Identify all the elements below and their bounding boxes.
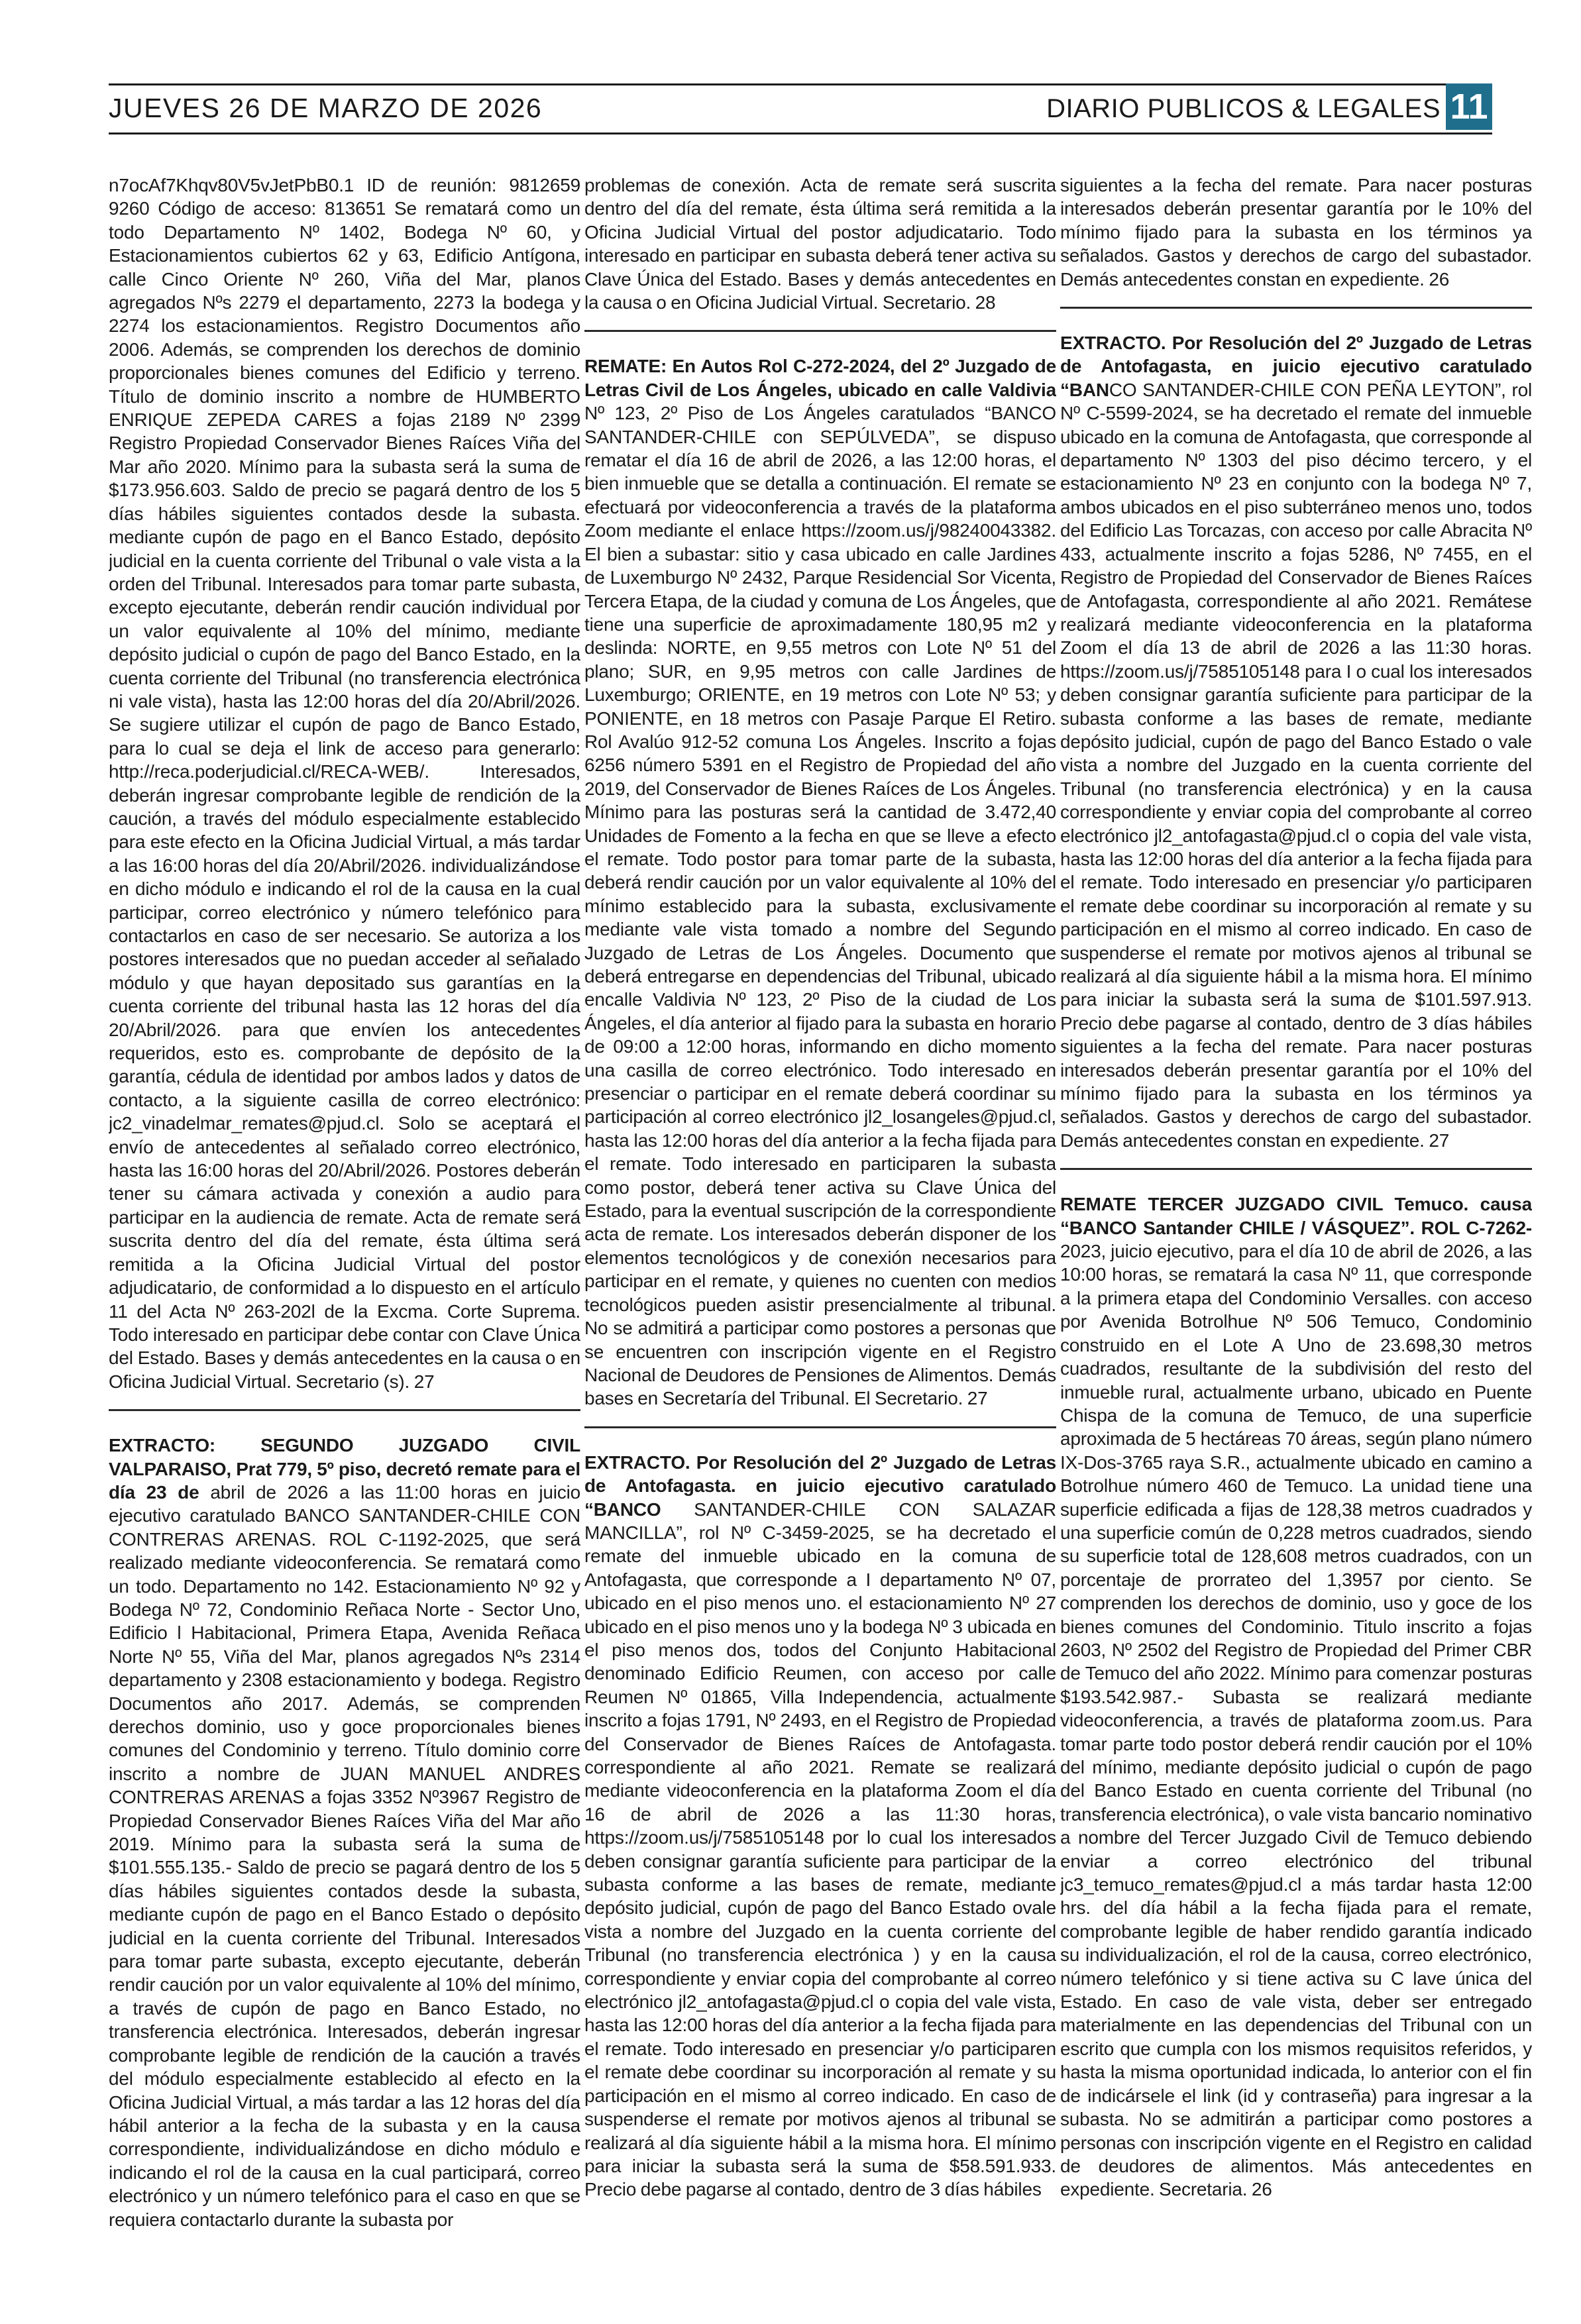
notice-body: CO SANTANDER-CHILE CON PEÑA LEYTON”, rol Nº C-5599-2024, se ha decretado el remate del inmueble ubicado en la comuna de Antofagasta, que corresponde al departamento Nº 1303 del piso décimo tercero, y el estacionamiento Nº 23 en conjunto con la bodega Nº 7, ambos ubicados en el piso subterráneo menos uno, todos del Edificio Las Torcazas, con acceso por calle Abracita Nº 433, actualmente inscrito a fojas 5286, Nº 7455, en el Registro de Propiedad del Conservador de Bienes Raíces de Antofagasta, correspondiente al año 2021. Remátese realizará mediante videoconferencia en la plataforma Zoom el día 13 de abril de 2026 a las 11:30 horas. https://zoom.us/j/7585105148 para I o cual los interesados deben consignar garantía suficiente para participar de la subasta conforme a las bases de remate, mediante depósito judicial, cupón de pago del Banco Estado o vale vista a nombre del Juzgado en la cuenta corriente del Tribunal (no transferencia electrónica) y en la causa correspondiente y enviar copia del comprobante al correo electrónico jl2_antofagasta@pjud.cl o copia del vale vista, hasta las 12:00 horas del día anterior a la fecha fijada para el remate. Todo interesado en presenciar y/o participaren el remate debe coordinar su incorporación al remate y su participación en el mismo al correo indicado. En caso de suspenderse el remate por motivos ajenos al tribunal se realizará al día siguiente hábil a la misma hora. El mínimo para iniciar la subasta será la suma de $101.597.913. Precio debe pagarse al contado, dentro de 3 días hábiles siguientes a la fecha del remate. Para nacer posturas interesados deberán presentar garantía por el 10% del mínimo fijado para la subasta en los términos ya señalados. Gastos y derechos de cargo del subastador. Demás antecedentes constan en expediente. 27 (1060, 379, 1532, 1151)
column-3 (1060, 174, 1532, 2294)
notice-antofagasta-salazar (584, 1451, 1056, 2201)
notice-divider (584, 1426, 1056, 1428)
notice-title: REMATE: En Autos Rol C-272-2024, del 2º Juzgado de Letras Civil de Los Ángeles, ubicado en calle Valdivia (584, 356, 1056, 400)
notice-divider (1060, 307, 1532, 309)
notice-title: EXTRACTO. Por Resolución del 2º Juzgado de Letras de Antofagasta. en juicio ejecutivo caratulado “BANCO (584, 1452, 1056, 1520)
notice-antofagasta-pena (1060, 331, 1532, 1152)
notice-title: REMATE TERCER JUZGADO CIVIL Temuco. causa “BANCO Santander CHILE / VÁSQUEZ”. ROL C-7262- (1060, 1194, 1532, 1238)
notice-divider (1060, 1168, 1532, 1170)
notice-body: siguientes a la fecha del remate. Para nacer posturas interesados deberán presentar garantía por le 10% del mínimo fijado para la subasta en los términos ya señalados. Gastos y derechos de cargo del subastador. Demás antecedentes constan en expediente. 26 (1060, 175, 1532, 290)
header-bottom-rule (109, 132, 1492, 134)
notice-body: SANTANDER-CHILE CON SALAZAR MANCILLA”, rol Nº C-3459-2025, se ha decretado el remate del inmueble ubicado en la comuna de Antofagasta, que corresponde a I departamento Nº 07, ubicado en el piso menos uno. el estacionamiento Nº 27 ubicado en el piso menos uno y la bodega Nº 3 ubicada en el piso menos dos, todos del Conjunto Habitacional denominado Edificio Reumen, con acceso por calle Reumen Nº 01865, Villa Independencia, actualmente inscrito a fojas 1791, Nº 2493, en el Registro de Propiedad del Conservador de Bienes Raíces de Antofagasta. correspondiente al año 2021. Remate se realizará mediante videoconferencia en la plataforma Zoom el día 16 de abril de 2026 a las 11:30 horas, https://zoom.us/j/7585105148 por lo cual los interesados deben consignar garantía suficiente para participar de la subasta conforme a las bases de remate, mediante depósito judicial, cupón de pago del Banco Estado ovale vista a nombre del Juzgado en la cuenta corriente del Tribunal (no transferencia electrónica ) y en la causa correspondiente y enviar copia del comprobante al correo electrónico jl2_antofagasta@pjud.cl o copia del vale vista, hasta las 12:00 horas del día anterior a la fecha fijada para el remate. Todo interesado en presenciar y/o participaren el remate debe coordinar su incorporación al remate y su participación en el mismo al correo indicado. En caso de suspenderse el remate por motivos ajenos al tribunal se realizará al día siguiente hábil a la misma hora. El mínimo para iniciar la subasta será la suma de $58.591.933. Precio debe pagarse al contado, dentro de 3 días hábiles (584, 1499, 1056, 2200)
notice-valparaiso (109, 1434, 580, 2231)
notice-divider (109, 1409, 580, 1411)
notice-continued-valparaiso (584, 174, 1056, 314)
notice-temuco (1060, 1192, 1532, 2201)
page-number-badge: 11 (1446, 83, 1492, 130)
notice-body: problemas de conexión. Acta de remate será suscrita dentro del día del remate, ésta última será remitida a la Oficina Judicial Virtual del postor adjudicatario. Todo interesado en participar en subasta deberá tener activa su Clave Única del Estado. Bases y demás antecedentes en la causa o en Oficina Judicial Virtual. Secretario. 28 (584, 175, 1056, 313)
column-2 (584, 174, 1056, 2294)
notice-title: EXTRACTO. Por Resolución del 2º Juzgado de Letras de Antofagasta, en juicio ejecutivo caratulado “BAN (1060, 333, 1532, 400)
notice-body: abril de 2026 a las 11:00 horas en juicio ejecutivo caratulado BANCO SANTANDER-CHILE CON CONTRERAS ARENAS. ROL C-1192-2025, que será realizado mediante videoconferencia. Se rematará como un todo. Departamento no 142. Estacionamiento Nº 92 y Bodega Nº 72, Condominio Reñaca Norte - Sector Uno, Edificio l Habitacional, Primera Etapa, Avenida Reñaca Norte Nº 55, Viña del Mar, planos agregados Nºs 2314 departamento y 2308 estacionamiento y bodega. Registro Documentos año 2017. Además, se comprenden derechos dominio, uso y goce proporcionales bienes comunes del Condominio y terreno. Título dominio corre inscrito a nombre de JUAN MANUEL ANDRES CONTRERAS ARENAS a fojas 3352 Nº3967 Registro de Propiedad Conservador Bienes Raíces Viña del Mar año 2019. Mínimo para la subasta será la suma de $101.555.135.- Saldo de precio se pagará dentro de los 5 días hábiles siguientes contados desde la subasta, mediante cupón de pago en el Banco Estado o depósito judicial en la cuenta corriente del Tribunal. Interesados para tomar parte subasta, excepto ejecutante, deberán rendir caución por un valor equivalente al 10% del mínimo, a través de cupón de pago en Banco Estado, no transferencia electrónica. Interesados, deberán ingresar comprobante legible de rendición de la caución a través del módulo especialmente establecido al efecto en la Oficina Judicial Virtual, a más tardar a las 12 horas del día hábil anterior a la fecha de la subasta y en la causa correspondiente, individualizándose en dicho módulo e indicando el rol de la causa en la cual participará, correo electrónico y un número telefónico para el caso en que se requiera contactarlo durante la subasta por (109, 1481, 580, 2230)
notice-divider (584, 330, 1056, 332)
page-header (109, 83, 1492, 135)
notice-body: n7ocAf7Khqv80V5vJetPbB0.1 ID de reunión: 9812659 9260 Código de acceso: 813651 Se rematará como un todo Departamento Nº 1402, Bodega Nº 60, y Estacionamientos cubiertos 62 y 63, Edificio Antígona, calle Cinco Oriente Nº 260, Viña del Mar, planos agregados Nºs 2279 el departamento, 2273 la bodega y 2274 los estacionamientos. Registro Documentos año 2006. Además, se comprenden los derechos de dominio proporcionales bienes comunes del Edificio y terreno. Título de dominio inscrito a nombre de HUMBERTO ENRIQUE ZEPEDA CARES a fojas 2189 Nº 2399 Registro Propiedad Conservador Bienes Raíces Viña del Mar año 2020. Mínimo para la subasta será la suma de $173.956.603. Saldo de precio se pagará dentro de los 5 días hábiles siguientes contados desde la subasta. mediante cupón de pago en el Banco Estado, depósito judicial en la cuenta corriente del Tribunal o vale vista a la orden del Tribunal. Interesados para tomar parte subasta, excepto ejecutante, deberán rendir caución individual por un valor equivalente al 10% del mínimo, mediante depósito judicial o cupón de pago del Banco Estado, en la cuenta corriente del Tribunal (no transferencia electrónica ni vale vista), hasta las 12:00 horas del día 20/Abril/2026. Se sugiere utilizar el cupón de pago de Banco Estado, para lo cual se deja el link de acceso para generarlo: http://reca.poderjudicial.cl/RECA-WEB/. Interesados, deberán ingresar comprobante legible de rendición de la caución, a través del módulo especialmente establecido para este efecto en la Oficina Judicial Virtual, a más tardar a las 16:00 horas del día 20/Abril/2026. individualizándose en dicho módulo e indicando el rol de la causa en la cual participar, correo electrónico y número telefónico para contactarlos en caso de ser necesario. Se autoriza a los postores interesados que no puedan acceder al señalado módulo y que hayan depositado sus garantías en la cuenta corriente del tribunal hasta las 12 horas del día 20/Abril/2026. para que envíen los antecedentes requeridos, esto es. comprobante de depósito de la garantía, cédula de identidad por ambos lados y datos de contacto, a la siguiente casilla de correo electrónico: jc2_vinadelmar_remates@pjud.cl. Solo se aceptará el envío de antecedentes al señalado correo electrónico, hasta las 16:00 horas del 20/Abril/2026. Postores deberán tener su cámara activada y conexión a audio para participar en la audiencia de remate. Acta de remate será suscrita dentro del día del remate, ésta última será remitida a la Oficina Judicial Virtual del postor adjudicatario, de conformidad a lo dispuesto en el artículo 11 del Acta Nº 263-202l de la Excma. Corte Suprema. Todo interesado en participar debe contar con Clave Única del Estado. Bases y demás antecedentes en la causa o en Oficina Judicial Virtual. Secretario (s). 27 (109, 175, 580, 1392)
notice-continued-antofagasta (1060, 174, 1532, 291)
notice-continued-vina-del-mar (109, 174, 580, 1393)
column-1 (109, 174, 580, 2294)
notice-los-angeles (584, 354, 1056, 1410)
notice-body: 2023, juicio ejecutivo, para el día 10 de abril de 2026, a las 10:00 horas, se rematará la casa Nº 11, que corresponde a la primera etapa del Condominio Versalles. con acceso por Avenida Botrolhue Nº 506 Temuco, Condominio construido en el Lote A Uno de 23.698,30 metros cuadrados, resultante de la subdivisión del resto del inmueble rural, actualmente urbano, ubicado en Puente Chispa de la comuna de Temuco, de una superficie aproximada de 5 hectáreas 70 áreas, según plano número IX-Dos-3765 raya S.R., actualmente ubicado en camino a Botrolhue número 460 de Temuco. La unidad tiene una superficie edificada a fijas de 128,38 metros cuadrados y una superficie común de 0,228 metros cuadrados, siendo su superficie total de 128,608 metros cuadrados, con un porcentaje de prorrateo del 1,3957 por ciento. Se comprenden los derechos de dominio, uso y goce de los bienes comunes del Condominio. Titulo inscrito a fojas 2603, Nº 2502 del Registro de Propiedad del Primer CBR de Temuco del año 2022. Mínimo para comenzar posturas $193.542.987.- Subasta se realizará mediante videoconferencia, a través de plataforma zoom.us. Para tomar parte todo postor deberá rendir caución por el 10% del mínimo, mediante depósito judicial o cupón de pago del Banco Estado en cuenta corriente del Tribunal (no transferencia electrónica), o vale vista bancario nominativo a nombre del Tercer Juzgado Civil de Temuco debiendo enviar a correo electrónico del tribunal jc3_temuco_remates@pjud.cl a más tardar hasta 12:00 hrs. del día hábil a la fecha fijada para el remate, comprobante legible de haber rendido garantía indicado su individualización, el rol de la causa, correo electrónico, número telefónico y si tiene activa su C lave única del Estado. En caso de vale vista, deber ser entregado materialmente en las dependencias del Tribunal con un escrito que cumpla con los mismos requisitos referidos, y hasta la misma oportunidad indicada, lo anterior con el fin de indicársele el link (id y contraseña) para ingresar a la subasta. No se admitirán a participar como postores a personas con inscripción vigente en el Registro en calidad de deudores de alimentos. Más antecedentes en expediente. Secretaria. 26 (1060, 1241, 1532, 2200)
notice-body: Nº 123, 2º Piso de Los Ángeles caratulados “BANCO SANTANDER-CHILE con SEPÚLVEDA”, se dispuso rematar el día 16 de abril de 2026, a las 12:00 horas, el bien inmueble que se detalla a continuación. El remate se efectuará por videoconferencia a través de la plataforma Zoom mediante el enlace https://zoom.us/j/98240043382. El bien a subastar: sitio y casa ubicado en calle Jardines de Luxemburgo Nº 2432, Parque Residencial Sor Vicenta, Tercera Etapa, de la ciudad y comuna de Los Ángeles, que tiene una superficie de aproximadamente 180,95 m2 y deslinda: NORTE, en 9,55 metros con Lote Nº 51 del plano; SUR, en 9,95 metros con calle Jardines de Luxemburgo; ORIENTE, en 19 metros con Lote Nº 53; y PONIENTE, en 18 metros con Pasaje Parque El Retiro. Rol Avalúo 912-52 comuna Los Ángeles. Inscrito a fojas 6256 número 5391 en el Registro de Propiedad del año 2019, del Conservador de Bienes Raíces de Los Ángeles. Mínimo para las posturas será la cantidad de 3.472,40 Unidades de Fomento a la fecha en que se lleve a efecto el remate. Todo postor para tomar parte de la subasta, deberá rendir caución por un valor equivalente al 10% del mínimo establecido para la subasta, exclusivamente mediante vale vista tomado a nombre del Segundo Juzgado de Letras de Los Ángeles. Documento que deberá entregarse en dependencias del Tribunal, ubicado encalle Valdivia Nº 123, 2º Piso de la ciudad de Los Ángeles, el día anterior al fijado para la subasta en horario de 09:00 a 12:00 horas, informando en dicho momento una casilla de correo electrónico. Todo interesado en presenciar o participar en el remate deberá coordinar su participación al correo electrónico jl2_losangeles@pjud.cl, hasta las 12:00 horas del día anterior a la fecha fijada para el remate. Todo interesado en participaren la subasta como postor, deberá tener activa su Clave Única del Estado, para la eventual suscripción de la correspondiente acta de remate. Los interesados deberán disponer de los elementos tecnológicos y de conexión necesarios para participar en el remate, y quienes no cuenten con medios tecnológicos pueden asistir presencialmente al tribunal. No se admitirá a participar como postores a personas que se encuentren con inscripción vigente en el Registro Nacional de Deudores de Pensiones de Alimentos. Demás bases en Secretaría del Tribunal. El Secretario. 27 (584, 403, 1056, 1409)
issue-date: JUEVES 26 DE MARZO DE 2026 (109, 93, 543, 123)
publication-name: DIARIO PUBLICOS & LEGALES (1046, 94, 1441, 123)
notice-title: EXTRACTO: SEGUNDO JUZGADO CIVIL VALPARAISO, Prat 779, 5º piso, decretó remate para el día 23 de (109, 1435, 580, 1503)
